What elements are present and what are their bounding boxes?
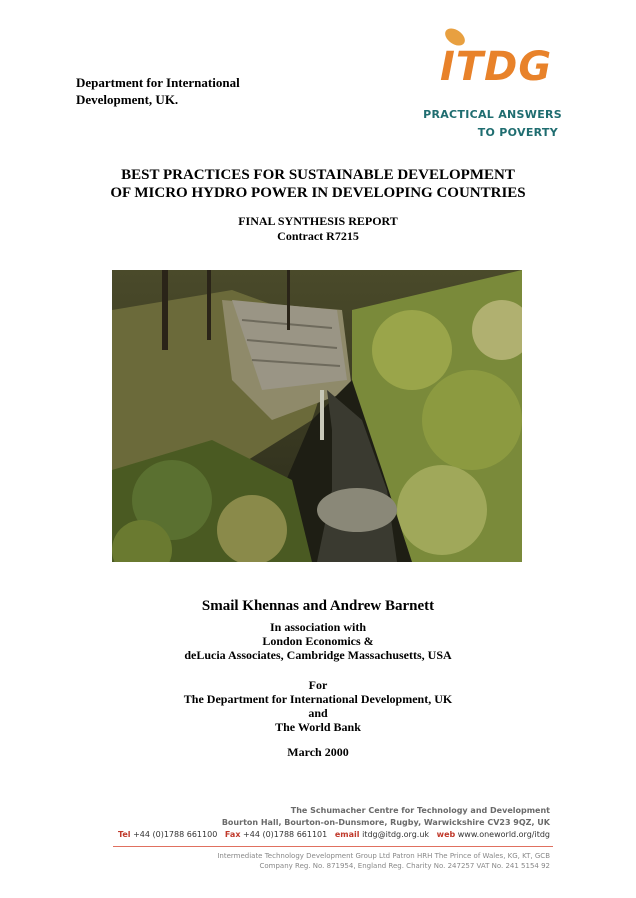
footer-contacts bbox=[118, 830, 550, 839]
footer-address: Bourton Hall, Bourton-on-Dunsmore, Rugby, Warwickshire CV23 9QZ, UK bbox=[221, 818, 550, 827]
association-line-2: London Economics & bbox=[262, 634, 374, 648]
association-line-1: In association with bbox=[269, 620, 367, 634]
web-link[interactable]: www.oneworld.org/itdg bbox=[457, 830, 550, 839]
report-title bbox=[0, 166, 636, 202]
department-line-2: Development, UK. bbox=[76, 92, 179, 107]
subtitle-line-1: FINAL SYNTHESIS REPORT bbox=[238, 214, 398, 228]
footer-legal-line-1: Intermediate Technology Development Group Ltd Patron HRH The Prince of Wales, KG, KT, GCB bbox=[217, 852, 550, 860]
recipients-and: and bbox=[308, 706, 328, 720]
tel-number: +44 (0)1788 661100 bbox=[133, 830, 218, 839]
department-heading bbox=[76, 74, 240, 108]
logo-tagline-2: TO POVERTY bbox=[477, 126, 558, 139]
subtitle-line-2: Contract R7215 bbox=[277, 229, 359, 243]
recipient-dfid: The Department for International Development, UK bbox=[183, 692, 453, 706]
fax-label: Fax bbox=[224, 830, 241, 839]
recipients-for: For bbox=[308, 678, 328, 692]
fax-number: +44 (0)1788 661101 bbox=[243, 830, 328, 839]
recipient-world-bank: The World Bank bbox=[275, 720, 361, 734]
association-block bbox=[0, 620, 636, 662]
logo-wordmark: ITDG bbox=[440, 44, 553, 90]
tel-label: Tel bbox=[117, 830, 131, 839]
web-label: web bbox=[436, 830, 456, 839]
photo-illustration bbox=[112, 270, 522, 562]
report-date: March 2000 bbox=[287, 745, 349, 759]
recipients-block bbox=[0, 678, 636, 734]
footer-divider bbox=[113, 846, 553, 847]
title-line-2: OF MICRO HYDRO POWER IN DEVELOPING COUNTRIES bbox=[110, 185, 526, 201]
logo-tagline-1: PRACTICAL ANSWERS bbox=[423, 108, 562, 121]
micro-hydro-photo bbox=[112, 270, 522, 562]
author-names: Smail Khennas and Andrew Barnett bbox=[201, 598, 435, 614]
title-line-1: BEST PRACTICES FOR SUSTAINABLE DEVELOPMENT bbox=[121, 167, 515, 183]
association-line-3: deLucia Associates, Cambridge Massachusetts, USA bbox=[184, 648, 452, 662]
report-subtitle bbox=[0, 214, 636, 244]
email-label: email bbox=[334, 830, 360, 839]
email-address[interactable]: itdg@itdg.org.uk bbox=[362, 830, 430, 839]
itdg-logo bbox=[423, 30, 566, 142]
footer-centre-name: The Schumacher Centre for Technology and Development bbox=[290, 806, 550, 815]
footer-legal-line-2: Company Reg. No. 871954, England Reg. Charity No. 247257 VAT No. 241 5154 92 bbox=[259, 862, 550, 870]
department-line-1: Department for International bbox=[76, 75, 240, 90]
